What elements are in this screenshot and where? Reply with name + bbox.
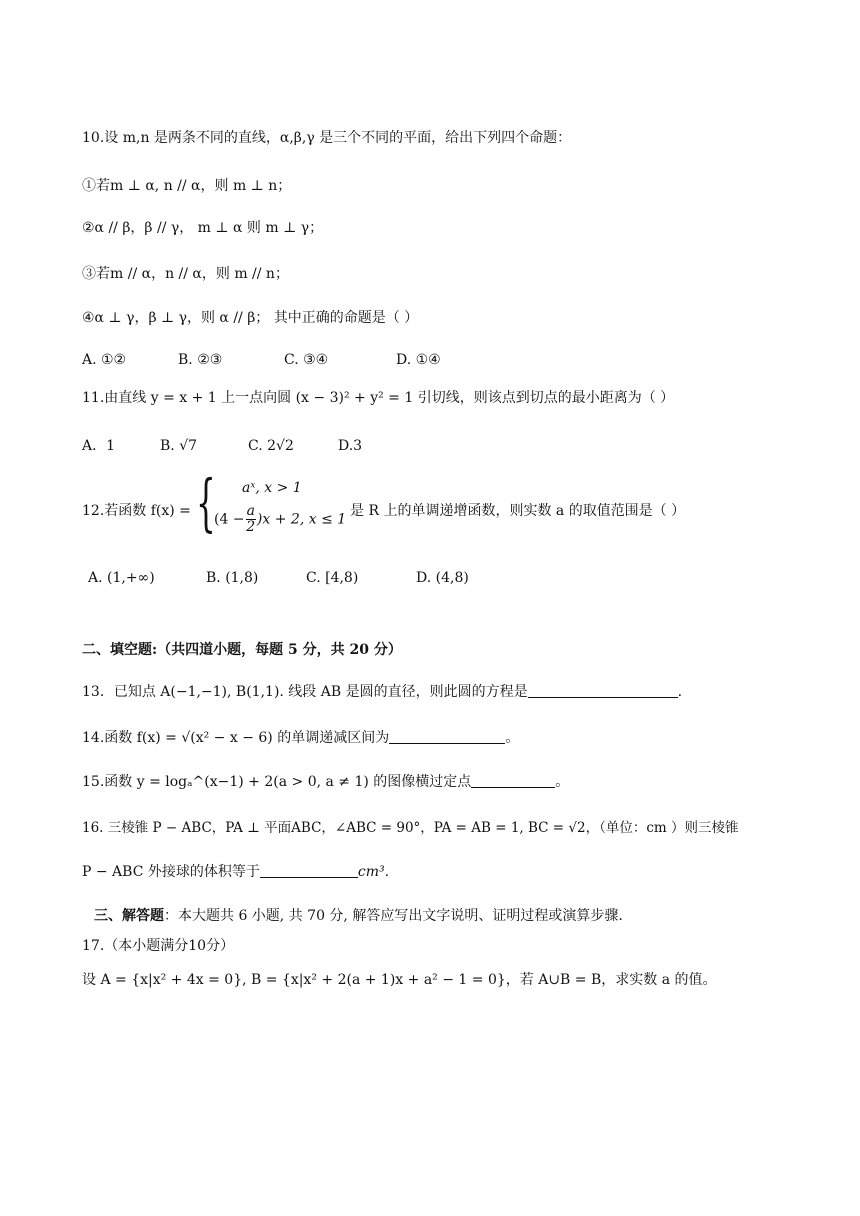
q10-stem: 10.设 m,n 是两条不同的直线，α,β,γ 是三个不同的平面，给出下列四个命题： <box>82 130 572 146</box>
q13-blank <box>528 683 678 698</box>
q15-end: 。 <box>555 774 570 790</box>
q14-blank <box>389 729 505 744</box>
q16-text: P − ABC 外接球的体积等于 <box>82 864 260 880</box>
q12-prefix: 12.若函数 f(x) = <box>82 503 191 519</box>
q16-line-1: 16. 三棱锥 P − ABC，PA ⊥ 平面ABC，∠ABC = 90°，PA = AB = 1, BC = √2，（单位：cm ）则三棱锥 <box>82 820 739 836</box>
q10-choices <box>82 350 441 370</box>
q10-proposition-1: ①若m ⊥ α, n // α，则 m ⊥ n； <box>82 178 292 194</box>
q12-choice-b: B. (1,8) <box>206 570 259 586</box>
q12-case-2-pre: (4 − <box>214 511 245 528</box>
q12-choice-d: D. (4,8) <box>416 570 469 586</box>
q15-blank <box>471 773 555 788</box>
q10-proposition-2: ②α // β，β // γ， m ⊥ α 则 m ⊥ γ； <box>82 220 324 236</box>
q11-stem: 11.由直线 y = x + 1 上一点向圆 (x − 3)² + y² = 1 引切线，则该点到切点的最小距离为（ ） <box>82 390 675 406</box>
q13 <box>82 682 682 702</box>
q12-case-2 <box>214 504 346 535</box>
q11-choice-b: B. √7 <box>160 438 198 454</box>
q14-text: 14.函数 f(x) = √(x² − x − 6) 的单调递减区间为 <box>82 730 390 746</box>
q15 <box>82 772 569 792</box>
q12-case-1: aˣ, x > 1 <box>242 480 302 496</box>
q12-choice-a: A. (1,+∞) <box>88 570 155 586</box>
q12-case-2-post: )x + 2, x ≤ 1 <box>256 511 347 528</box>
q11-choice-a: A．1 <box>82 438 116 454</box>
section-3-text: ：本大题共 6 小题, 共 70 分, 解答应写出文字说明、证明过程或演算步骤. <box>164 908 623 924</box>
q10-proposition-3: ③若m // α，n // α，则 m // n； <box>82 266 289 282</box>
q13-text: 13．已知点 A(−1,−1), B(1,1). 线段 AB 是圆的直径，则此圆的方程是 <box>82 684 528 700</box>
q12-choice-c: C. [4,8) <box>306 570 359 586</box>
q10-choice-a: A. ①② <box>82 352 127 368</box>
section-2-heading: 二、填空题:（共四道小题，每题 5 分，共 20 分） <box>82 642 402 658</box>
q11-choice-c: C. 2√2 <box>248 438 294 454</box>
q12-choices <box>88 568 469 588</box>
q10-choice-d: D. ①④ <box>396 352 441 368</box>
q12-fraction <box>246 504 256 535</box>
q17-text: 设 A = {x|x² + 4x = 0}, B = {x|x² + 2(a + 1)x + a² − 1 = 0}，若 A∪B = B，求实数 a 的值。 <box>82 972 717 988</box>
q12-suffix: 是 R 上的单调递增函数，则实数 a 的取值范围是（ ） <box>350 503 686 519</box>
q15-text: 15.函数 y = logₐ^(x−1) + 2(a > 0, a ≠ 1) 的图像横过定点 <box>82 774 472 790</box>
q10-proposition-4: ④α ⊥ γ，β ⊥ γ，则 α // β； 其中正确的命题是（ ） <box>82 310 419 326</box>
q16-unit: cm³. <box>357 864 390 880</box>
q16-blank <box>260 863 358 878</box>
section-3-title: 三、解答题 <box>94 908 164 924</box>
q12-frac-den: 2 <box>246 519 256 535</box>
q14 <box>82 728 519 748</box>
q11-choice-d: D.3 <box>338 438 363 454</box>
q17-head: 17.（本小题满分10分） <box>82 938 235 954</box>
section-3-heading <box>94 906 623 926</box>
q16-line-2 <box>82 862 389 882</box>
q13-end: . <box>677 684 683 700</box>
q11-choices <box>82 436 362 456</box>
q14-end: 。 <box>505 730 520 746</box>
q10-choice-b: B. ②③ <box>178 352 223 368</box>
q10-choice-c: C. ③④ <box>284 352 329 368</box>
q12-frac-num: a <box>246 503 255 519</box>
q12-brace: { <box>196 466 216 539</box>
